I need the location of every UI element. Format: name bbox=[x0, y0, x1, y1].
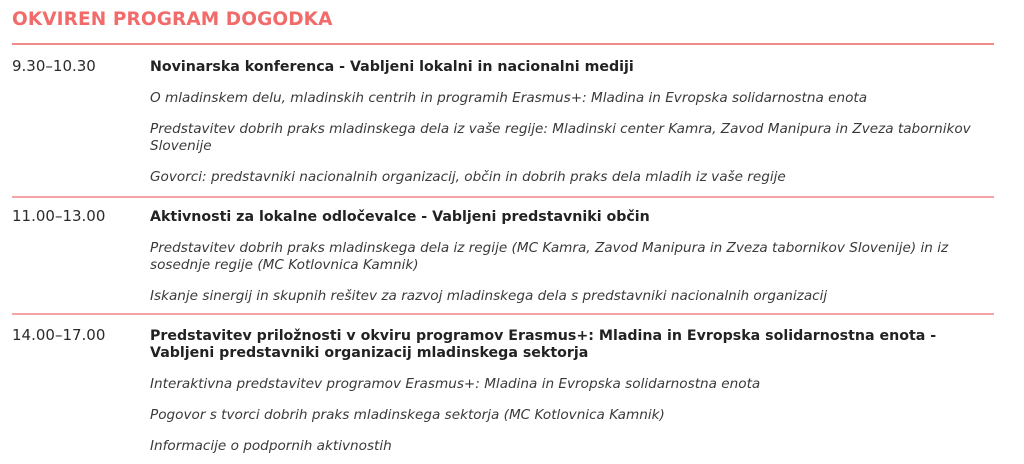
session-item: Predstavitev dobrih praks mladinskega dela iz vaše regije: Mladinski center Kamra, Zavod Manipura in Zveza tabornikov Slovenije bbox=[150, 121, 971, 154]
session-heading: Aktivnosti za lokalne odločevalce - Vabljeni predstavniki občin bbox=[150, 209, 650, 225]
session-content bbox=[150, 59, 996, 186]
session-item: Interaktivna predstavitev programov Erasmus+: Mladina in Evropska solidarnostna enota bbox=[150, 376, 761, 392]
page-title: OKVIREN PROGRAM DOGODKA bbox=[12, 9, 333, 30]
session-heading: Predstavitev priložnosti v okviru programov Erasmus+: Mladina in Evropska solidarnostna enota - Vabljeni predstavniki organizacij mladinskega sektorja bbox=[150, 328, 937, 361]
time-slot: 11.00–13.00 bbox=[12, 207, 106, 225]
row-divider bbox=[12, 196, 994, 198]
session-item: Govorci: predstavniki nacionalnih organizacij, občin in dobrih praks dela mladih iz vaše regije bbox=[150, 169, 786, 185]
session-content bbox=[150, 328, 996, 455]
time-slot: 14.00–17.00 bbox=[12, 326, 106, 344]
session-item: Predstavitev dobrih praks mladinskega dela iz regije (MC Kamra, Zavod Manipura in Zveza tabornikov Slovenije) in iz sosednje regije (MC Kotlovnica Kamnik) bbox=[150, 240, 949, 273]
title-divider bbox=[12, 43, 994, 45]
session-item: Informacije o podpornih aktivnostih bbox=[150, 438, 392, 454]
session-item: Iskanje sinergij in skupnih rešitev za razvoj mladinskega dela s predstavniki nacionalnih organizacij bbox=[150, 288, 828, 304]
time-slot: 9.30–10.30 bbox=[12, 57, 96, 75]
row-divider bbox=[12, 313, 994, 315]
session-item: O mladinskem delu, mladinskih centrih in programih Erasmus+: Mladina in Evropska solidarnostna enota bbox=[150, 90, 868, 106]
session-item: Pogovor s tvorci dobrih praks mladinskega sektorja (MC Kotlovnica Kamnik) bbox=[150, 407, 665, 423]
session-heading: Novinarska konferenca - Vabljeni lokalni in nacionalni mediji bbox=[150, 59, 634, 75]
session-content bbox=[150, 209, 996, 305]
